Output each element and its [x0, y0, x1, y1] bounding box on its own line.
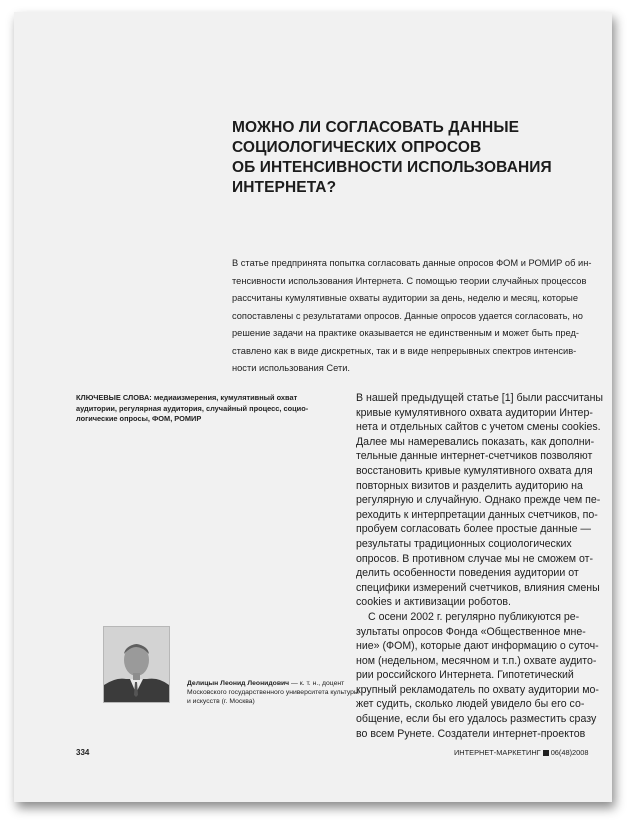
- page-number: 334: [76, 748, 90, 757]
- body-line: ние» (ФОМ), которые дают информацию о суточ-: [356, 640, 599, 653]
- document-page: [14, 12, 612, 802]
- author-line: [187, 679, 347, 688]
- author-info: [187, 679, 359, 707]
- body-line: во всем Рунете. Создатели интернет-проектов: [356, 727, 586, 740]
- body-line: специфики измерений счетчиков, влияния смены: [356, 581, 600, 594]
- author-degree: — к. т. н., доцент: [289, 680, 345, 687]
- body-line: делить особенности поведения аудитории от: [356, 567, 579, 580]
- author-line: Московского государственного университета культуры: [187, 689, 359, 697]
- body-line: пробуем согласовать более простые данные —: [356, 523, 592, 536]
- body-line: ном (недельном, месячном и т.п.) охвате аудито-: [356, 654, 597, 667]
- body-line: рии российского Интернета. Гипотетический: [356, 669, 574, 682]
- body-line: тельные данные интернет-счетчиков позволяют: [356, 450, 593, 463]
- keywords-block: [76, 393, 331, 425]
- article-title: [232, 118, 572, 198]
- author-photo: [103, 626, 170, 703]
- abstract-line: тенсивности использования Интернета. С помощью теории случайных процессов: [232, 275, 587, 286]
- body-line: восстановить кривые кумулятивного охвата для: [356, 464, 593, 477]
- square-bullet-icon: [543, 750, 549, 756]
- body-line: Далее мы намеревались показать, как дополни-: [356, 435, 595, 448]
- body-line: кривые кумулятивного охвата аудитории Интер-: [356, 406, 593, 419]
- body-line: опросов. В противном случае мы не сможем от-: [356, 552, 594, 565]
- keywords-label: КЛЮЧЕВЫЕ СЛОВА:: [76, 393, 152, 402]
- article-body: [356, 391, 606, 741]
- magazine-issue: 06(48)2008: [550, 748, 589, 757]
- author-name: Делицын Леонид Леонидович: [187, 680, 290, 687]
- author-portrait-image: [104, 627, 169, 702]
- body-line: жет судить, сколько людей увидело бы его со-: [356, 698, 585, 711]
- title-line: ИНТЕРНЕТА?: [232, 179, 337, 196]
- body-line: результаты традиционных социологических: [356, 537, 572, 550]
- abstract-line: сопоставлены с результатами опросов. Данные опросов удается согласовать, но: [232, 310, 583, 321]
- abstract-line: ности использования Сети.: [232, 363, 350, 373]
- keywords-line: [76, 393, 331, 404]
- magazine-name: ИНТЕРНЕТ-МАРКЕТИНГ: [454, 748, 541, 757]
- body-line: В нашей предыдущей статье [1] были рассчитаны: [356, 392, 604, 404]
- keywords-text: медиаизмерения, кумулятивный охват: [151, 393, 298, 402]
- body-line: общение, если бы его удалось разместить сразу: [356, 713, 597, 726]
- body-line: cookies и активизации роботов.: [356, 596, 511, 609]
- body-line: зультаты опросов Фонда «Общественное мне-: [356, 625, 586, 638]
- magazine-footer: [454, 748, 589, 757]
- title-line: ОБ ИНТЕНСИВНОСТИ ИСПОЛЬЗОВАНИЯ: [232, 159, 552, 176]
- abstract-line: рассчитаны кумулятивные охваты аудитории за день, неделю и месяц, которые: [232, 293, 579, 303]
- abstract-line: ставлено как в виде дискретных, так и в виде непрерывных спектров интенсив-: [232, 345, 577, 356]
- body-line: реходить к интерпретации данных счетчиков, по-: [356, 508, 598, 521]
- abstract-line: решение задачи на практике оказывается не единственным и может быть пред-: [232, 328, 580, 338]
- abstract: [232, 255, 604, 378]
- body-line: повторных визитов и разделить аудиторию на: [356, 479, 583, 492]
- keywords-line: логические опросы, ФОМ, РОМИР: [76, 414, 202, 424]
- body-line: С осени 2002 г. регулярно публикуются ре-: [368, 610, 580, 623]
- keywords-line: аудитории, регулярная аудитория, случайный процесс, социо-: [76, 403, 309, 413]
- author-line: и искусств (г. Москва): [187, 698, 255, 706]
- abstract-line: В статье предпринята попытка согласовать данные опросов ФОМ и РОМИР об ин-: [232, 258, 592, 268]
- body-line: регулярную и случайную. Однако прежде чем пе-: [356, 494, 601, 507]
- title-line: СОЦИОЛОГИЧЕСКИХ ОПРОСОВ: [232, 139, 482, 156]
- body-line: крупный рекламодатель по охвату аудитории мо-: [356, 683, 599, 696]
- body-line: нета и отдельных сайтов с учетом смены cookies.: [356, 421, 601, 434]
- title-line: МОЖНО ЛИ СОГЛАСОВАТЬ ДАННЫЕ: [232, 119, 520, 136]
